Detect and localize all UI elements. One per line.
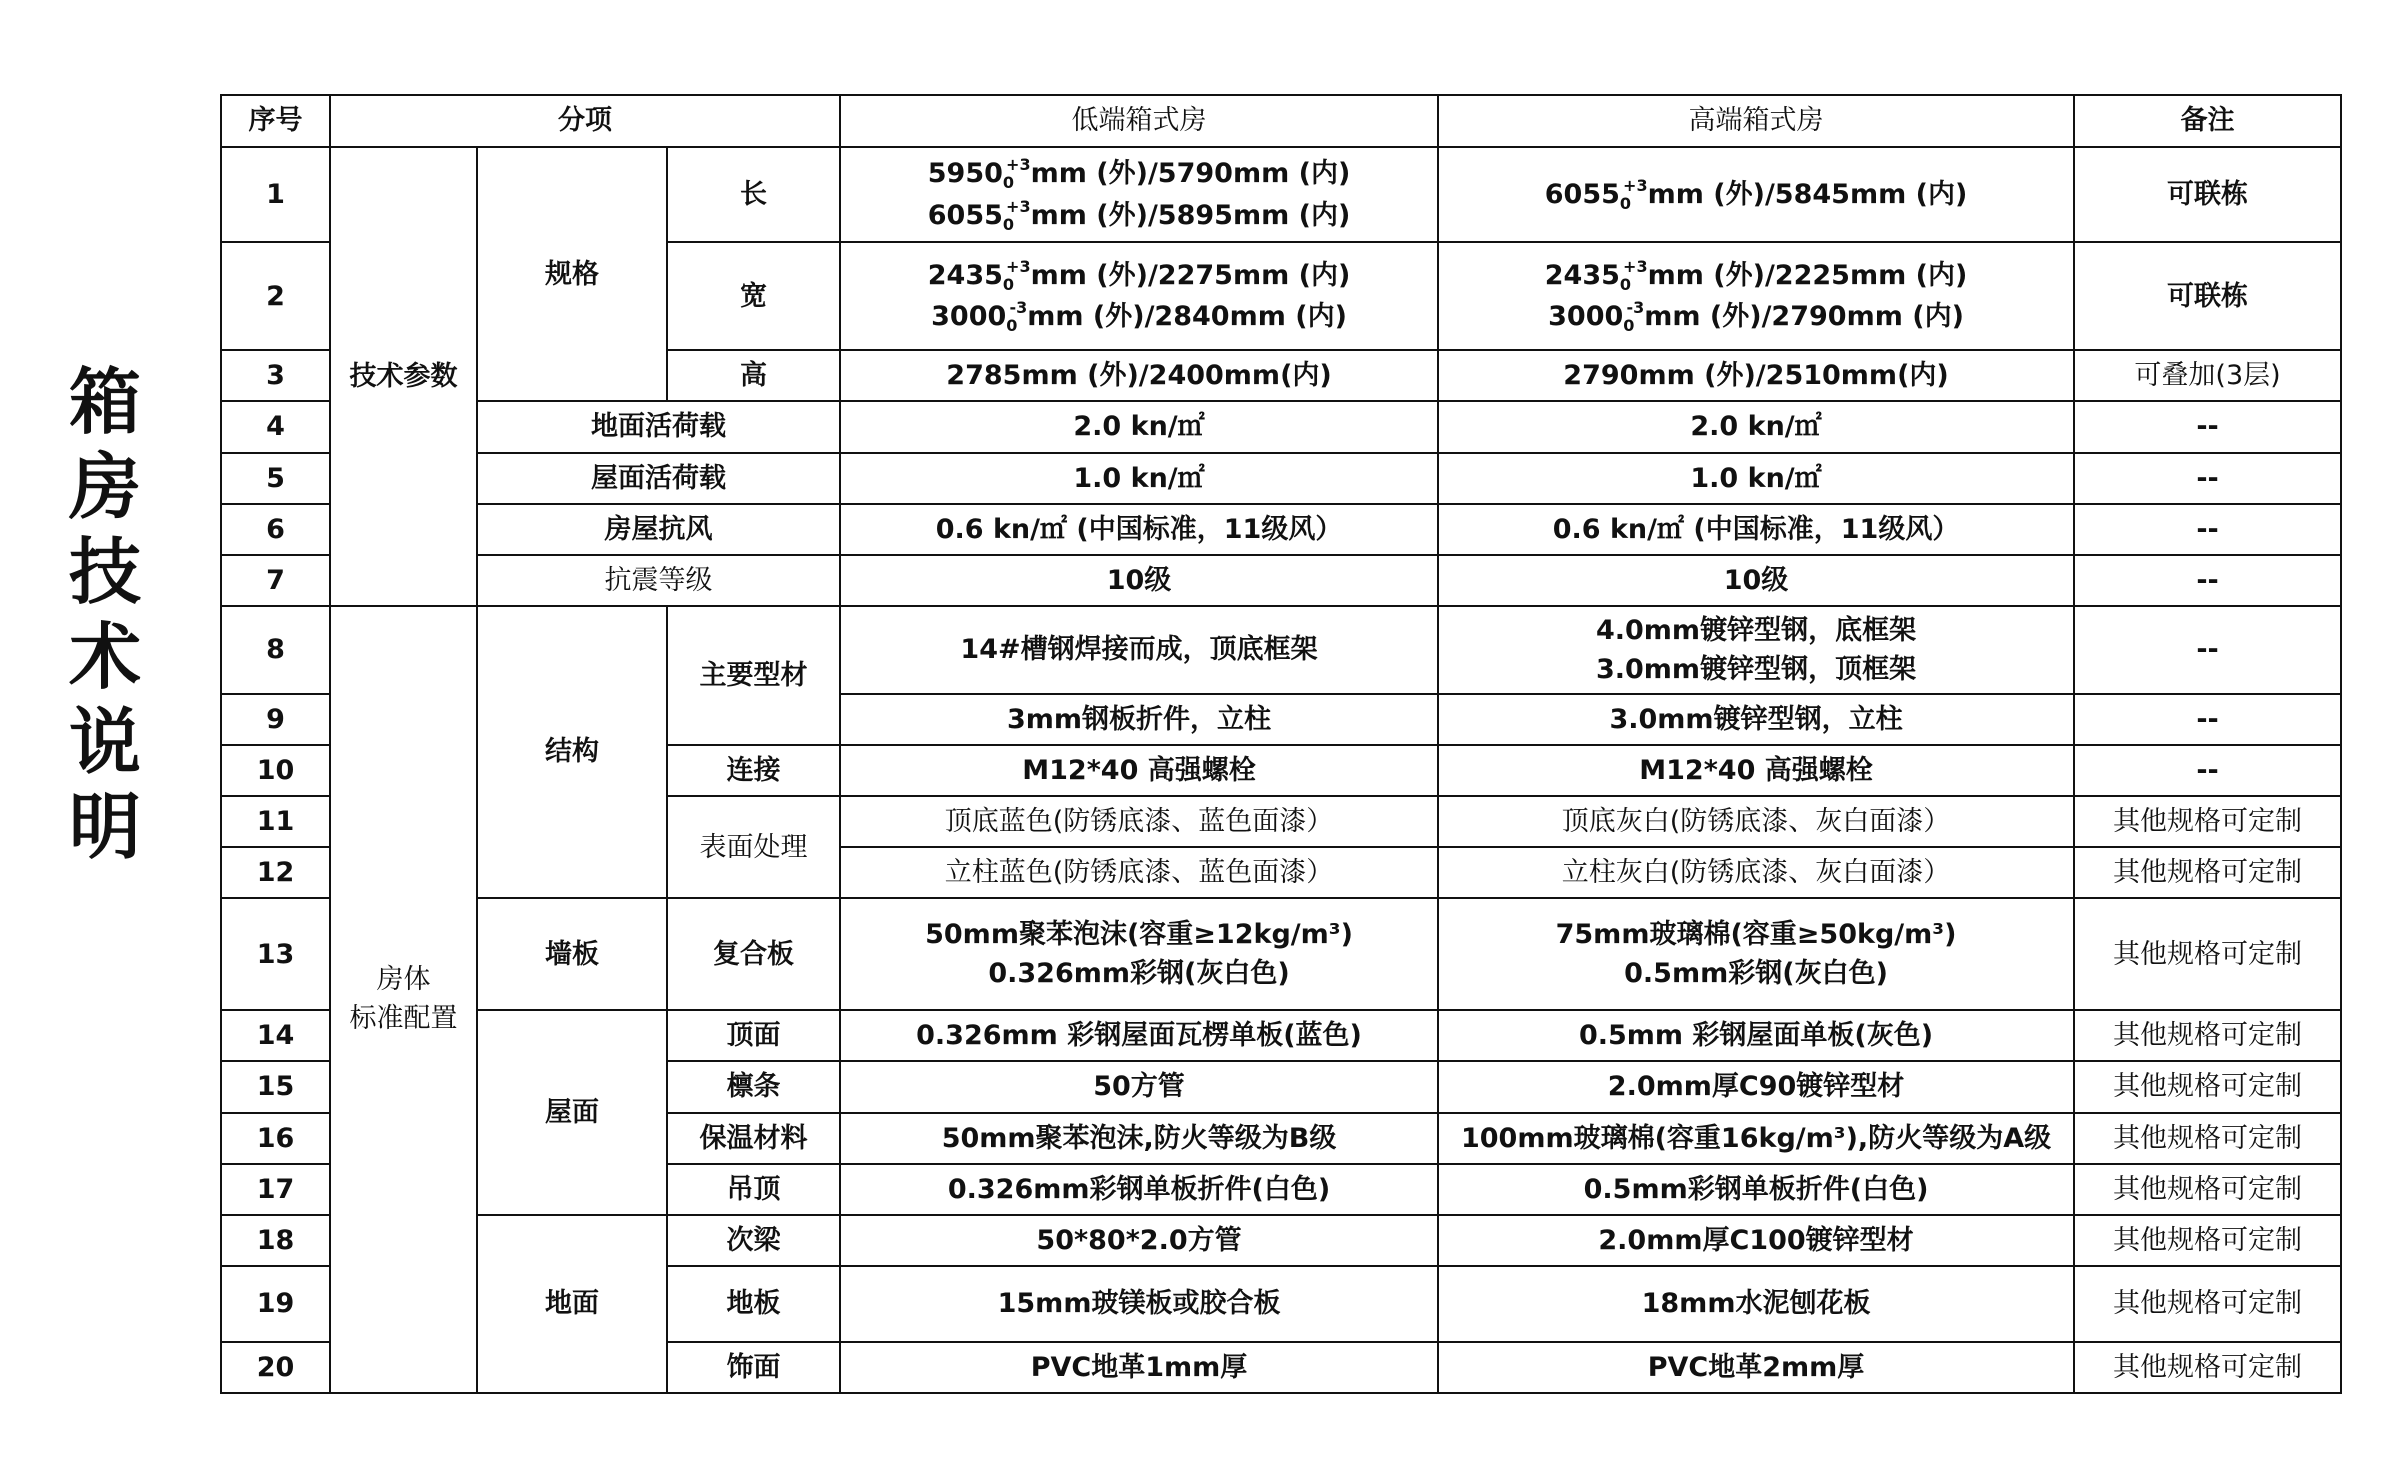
high-value: $2435_0^{+3}mm$ (外)/2225mm (内) $3000_0^{-3}mm$ (外)/2790mm (内)	[1438, 242, 2074, 350]
row-label: 顶面	[667, 1010, 840, 1061]
side-title-char: 技	[68, 530, 141, 614]
header-item: 分项	[330, 95, 840, 147]
row-no: 10	[221, 745, 330, 796]
low-value: 14#槽钢焊接而成，顶底框架	[840, 606, 1438, 694]
header-low: 低端箱式房	[840, 95, 1438, 147]
high-value: 2.0mm厚C90镀锌型材	[1438, 1061, 2074, 1112]
row-label: 房屋抗风	[477, 504, 840, 555]
row-no: 20	[221, 1342, 330, 1393]
row-note: 其他规格可定制	[2074, 1164, 2341, 1215]
low-value: 3mm钢板折件，立柱	[840, 694, 1438, 745]
low-value: 50*80*2.0方管	[840, 1215, 1438, 1266]
high-value: 10级	[1438, 555, 2074, 606]
row-note: 其他规格可定制	[2074, 1061, 2341, 1112]
group-roof: 屋面	[477, 1010, 667, 1214]
high-value: M12*40 高强螺栓	[1438, 745, 2074, 796]
row-note: 可叠加(3层)	[2074, 350, 2341, 401]
row-note: 其他规格可定制	[2074, 847, 2341, 898]
row-label: 高	[667, 350, 840, 401]
row-label: 长	[667, 147, 840, 242]
group-floor: 地面	[477, 1215, 667, 1393]
low-value: 0.326mm 彩钢屋面瓦楞单板(蓝色)	[840, 1010, 1438, 1061]
low-value: 0.326mm彩钢单板折件(白色)	[840, 1164, 1438, 1215]
group-tech: 技术参数	[330, 147, 477, 606]
row-label: 表面处理	[667, 796, 840, 898]
group-wall: 墙板	[477, 898, 667, 1010]
row-note: 可联栋	[2074, 147, 2341, 242]
row-no: 17	[221, 1164, 330, 1215]
row-note: 其他规格可定制	[2074, 1342, 2341, 1393]
row-label: 保温材料	[667, 1113, 840, 1164]
row-label: 地板	[667, 1266, 840, 1342]
row-no: 9	[221, 694, 330, 745]
low-value: 2785mm (外)/2400mm(内)	[840, 350, 1438, 401]
row-no: 2	[221, 242, 330, 350]
row-note: 其他规格可定制	[2074, 1010, 2341, 1061]
row-no: 15	[221, 1061, 330, 1112]
row-label: 地面活荷载	[477, 401, 840, 452]
header-no: 序号	[221, 95, 330, 147]
high-value: 1.0 kn/㎡	[1438, 453, 2074, 504]
low-value: 2.0 kn/㎡	[840, 401, 1438, 452]
row-label: 主要型材	[667, 606, 840, 745]
row-note: 其他规格可定制	[2074, 1113, 2341, 1164]
table-row	[221, 898, 2341, 1010]
row-note: 其他规格可定制	[2074, 898, 2341, 1010]
table-row	[221, 453, 2341, 504]
row-note: --	[2074, 504, 2341, 555]
table-row	[221, 1215, 2341, 1266]
high-value: 0.5mm彩钢单板折件(白色)	[1438, 1164, 2074, 1215]
row-no: 14	[221, 1010, 330, 1061]
row-note: 其他规格可定制	[2074, 1215, 2341, 1266]
high-value: 75mm玻璃棉(容重≥50kg/m³) 0.5mm彩钢(灰白色)	[1438, 898, 2074, 1010]
low-value: 0.6 kn/㎡ (中国标准，11级风）	[840, 504, 1438, 555]
low-value: 50mm聚苯泡沫(容重≥12kg/m³) 0.326mm彩钢(灰白色)	[840, 898, 1438, 1010]
row-note: 可联栋	[2074, 242, 2341, 350]
row-label: 抗震等级	[477, 555, 840, 606]
low-value: 10级	[840, 555, 1438, 606]
row-no: 16	[221, 1113, 330, 1164]
high-value: 0.5mm 彩钢屋面单板(灰色)	[1438, 1010, 2074, 1061]
table-row	[221, 401, 2341, 452]
header-row	[221, 95, 2341, 147]
row-no: 1	[221, 147, 330, 242]
row-label: 宽	[667, 242, 840, 350]
row-note: 其他规格可定制	[2074, 796, 2341, 847]
row-label: 次梁	[667, 1215, 840, 1266]
low-value: 50mm聚苯泡沫,防火等级为B级	[840, 1113, 1438, 1164]
high-value: 顶底灰白(防锈底漆、灰白面漆）	[1438, 796, 2074, 847]
low-value: $2435_0^{+3}mm$ (外)/2275mm (内) $3000_0^{-3}mm$ (外)/2840mm (内)	[840, 242, 1438, 350]
row-note: --	[2074, 745, 2341, 796]
row-no: 3	[221, 350, 330, 401]
row-no: 11	[221, 796, 330, 847]
row-label: 饰面	[667, 1342, 840, 1393]
table-row	[221, 606, 2341, 694]
low-value: 立柱蓝色(防锈底漆、蓝色面漆）	[840, 847, 1438, 898]
low-value: 1.0 kn/㎡	[840, 453, 1438, 504]
high-value: 18mm水泥刨花板	[1438, 1266, 2074, 1342]
row-note: --	[2074, 401, 2341, 452]
high-value: 3.0mm镀锌型钢，立柱	[1438, 694, 2074, 745]
high-value: 2.0 kn/㎡	[1438, 401, 2074, 452]
low-value: 顶底蓝色(防锈底漆、蓝色面漆）	[840, 796, 1438, 847]
high-value: 2790mm (外)/2510mm(内)	[1438, 350, 2074, 401]
low-value: $5950_0^{+3}mm$ (外)/5790mm (内) $6055_0^{+3}mm$ (外)/5895mm (内)	[840, 147, 1438, 242]
row-note: 其他规格可定制	[2074, 1266, 2341, 1342]
side-title-char: 术	[68, 615, 141, 699]
row-no: 5	[221, 453, 330, 504]
row-no: 6	[221, 504, 330, 555]
header-note: 备注	[2074, 95, 2341, 147]
high-value: 4.0mm镀锌型钢，底框架 3.0mm镀锌型钢，顶框架	[1438, 606, 2074, 694]
spec-table	[220, 94, 2342, 1394]
row-label: 连接	[667, 745, 840, 796]
high-value: 立柱灰白(防锈底漆、灰白面漆）	[1438, 847, 2074, 898]
row-note: --	[2074, 555, 2341, 606]
high-value: 0.6 kn/㎡ (中国标准，11级风）	[1438, 504, 2074, 555]
table-row	[221, 555, 2341, 606]
row-no: 8	[221, 606, 330, 694]
low-value: M12*40 高强螺栓	[840, 745, 1438, 796]
table-row	[221, 147, 2341, 242]
table-row	[221, 1010, 2341, 1061]
low-value: PVC地革1mm厚	[840, 1342, 1438, 1393]
row-no: 18	[221, 1215, 330, 1266]
side-title-char: 房	[68, 445, 141, 529]
high-value: 100mm玻璃棉(容重16kg/m³),防火等级为A级	[1438, 1113, 2074, 1164]
row-note: --	[2074, 453, 2341, 504]
row-no: 4	[221, 401, 330, 452]
row-note: --	[2074, 606, 2341, 694]
low-value: 15mm玻镁板或胶合板	[840, 1266, 1438, 1342]
high-value: 2.0mm厚C100镀锌型材	[1438, 1215, 2074, 1266]
table-row	[221, 504, 2341, 555]
row-label: 屋面活荷载	[477, 453, 840, 504]
high-value: PVC地革2mm厚	[1438, 1342, 2074, 1393]
row-no: 13	[221, 898, 330, 1010]
row-label: 吊顶	[667, 1164, 840, 1215]
high-value: $6055_0^{+3}mm$ (外)/5845mm (内)	[1438, 147, 2074, 242]
row-label: 复合板	[667, 898, 840, 1010]
row-note: --	[2074, 694, 2341, 745]
group-structure: 结构	[477, 606, 667, 898]
row-no: 12	[221, 847, 330, 898]
header-high: 高端箱式房	[1438, 95, 2074, 147]
low-value: 50方管	[840, 1061, 1438, 1112]
side-title-char: 明	[68, 785, 141, 869]
side-title	[60, 360, 150, 870]
side-title-char: 说	[68, 700, 141, 784]
group-spec: 规格	[477, 147, 667, 401]
side-title-char: 箱	[68, 360, 141, 444]
row-no: 19	[221, 1266, 330, 1342]
group-config: 房体 标准配置	[330, 606, 477, 1393]
row-no: 7	[221, 555, 330, 606]
row-label: 檩条	[667, 1061, 840, 1112]
